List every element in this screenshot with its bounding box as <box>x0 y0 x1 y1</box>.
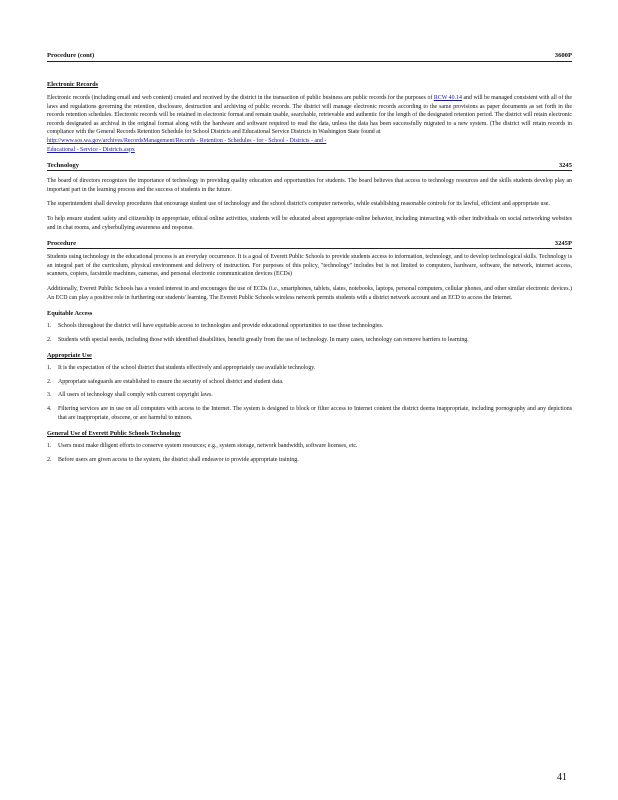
list-item: 4. Filtering services are in use on all computers with access to the Internet. The system is designed to block or filter access to Internet content the district deems inappropriate, including pornography and any depictions that are inappropriate, obscene, or are harmful to minors. <box>47 406 572 421</box>
retention-schedule-link[interactable]: http://www.sos.wa.gov/archives/RecordsManagement/Records - Retention - Schedules - for - School - Districts - and - <box>47 137 327 144</box>
technology-paragraph-2: The superintendent shall develop procedures that encourage student use of technology and the school district's computer networks, while establishing reasonable controls for its lawful, efficient and appropriate use. <box>47 201 550 208</box>
appropriate-use-list <box>47 364 572 422</box>
list-item: 1. Schools throughout the district will have equitable access to technologies and provide educational opportunities to use those technologies. <box>47 323 384 330</box>
electronic-records-paragraph: Electronic records (including email and web content) created and received by the district in the transaction of public business are public records for the purposes of RCW 40.14 and will be managed consistent with all of the laws and regulations governing the retention, disclosure, destruction and archiving of public records. The district will manage electronic records according to the same provisions as paper documents as set forth in the records retention schedules. Electronic records will be retained in electronic format and remain usable, searchable, retrievable and authentic for the length of the designated retention period. The district will retain electronic records designated as archival in the original format along with the hardware and software required to read the data, unless the data has been successfully migrated to a new system. (The district will retain records in compliance with the General Records Retention Schedule for School Districts and Educational Service Districts in Washington State found at <box>47 95 572 136</box>
technology-title: Technology <box>47 162 79 170</box>
procedure-paragraph-2: Additionally, Everett Public Schools has a vested interest in and encourages the use of ECDs (i.e., smartphones, tablets, slates, notebooks, laptops, personal computers, cellular phones, and other similar electronic devices.) An ECD can play a positive role in furthering our students' learning. The Everett Public Schools wireless network permits students with a district network account and an ECD to access the Internet. <box>47 285 572 301</box>
technology-code: 3245 <box>558 162 572 170</box>
list-item: 2. Appropriate safeguards are established to ensure the security of school district and student data. <box>47 378 284 385</box>
running-header <box>47 52 572 62</box>
equitable-access-heading: Equitable Access <box>47 310 93 318</box>
list-item: 1. It is the expectation of the school district that students effectively and appropriately use available technology. <box>47 365 316 372</box>
procedure-code: 3245P <box>554 240 572 248</box>
technology-paragraph-3: To help ensure student safety and citizenship in appropriate, ethical online activities, students will be educated about appropriate online behavior, including interacting with other individuals on social networking websites and in chat rooms, and cyberbullying awareness and response. <box>47 215 572 231</box>
procedure-header <box>47 240 572 249</box>
list-item: 1. Users must make diligent efforts to conserve system resources; e.g., system storage, network bandwidth, software licenses, etc. <box>47 443 358 450</box>
equitable-access-list <box>47 322 572 344</box>
list-item: 2. Students with special needs, including those with identified disabilities, benefit greatly from the use of technology. In many cases, technology can remove barriers to learning. <box>47 336 469 343</box>
procedure-paragraph-1: Students using technology in the educational process is an everyday occurrence. It is a goal of Everett Public Schools to provide students access to information, technology, and to develop technological skills. Technology is an integral part of the curriculum, physical environment and delivery of instruction. For purposes of this policy, "technology" includes but is not limited to computers, hardware, software, the network, internet access, scanners, copiers, facsimile machines, cameras, and personal electronic communication devices (ECDs) <box>47 254 572 278</box>
general-use-list <box>47 442 572 464</box>
technology-policy-header <box>47 162 572 171</box>
retention-schedule-link-cont[interactable]: Educational - Service - Districts.aspx <box>47 146 135 153</box>
page-number: 41 <box>557 772 567 783</box>
general-use-heading: General Use of Everett Public Schools Technology <box>47 430 181 438</box>
procedure-title: Procedure <box>47 240 77 248</box>
rcw-link[interactable]: RCW 40.14 <box>433 95 462 101</box>
header-left: Procedure (cont) <box>47 52 95 59</box>
electronic-records-heading: Electronic Records <box>47 81 99 88</box>
appropriate-use-heading: Appropriate Use <box>47 352 92 360</box>
list-item: 3. All users of technology shall comply with current copyright laws. <box>47 392 213 399</box>
header-right: 3600P <box>554 52 572 59</box>
document-page <box>47 52 572 464</box>
technology-paragraph-1: The board of directors recognizes the importance of technology in providing quality education and opportunities for students. The board believes that access to technology resources and the skills students develop play an important part in the learning process and the success of students in the future. <box>47 178 572 193</box>
list-item: 2. Before users are given access to the system, the district shall endeavor to provide appropriate training. <box>47 456 299 463</box>
